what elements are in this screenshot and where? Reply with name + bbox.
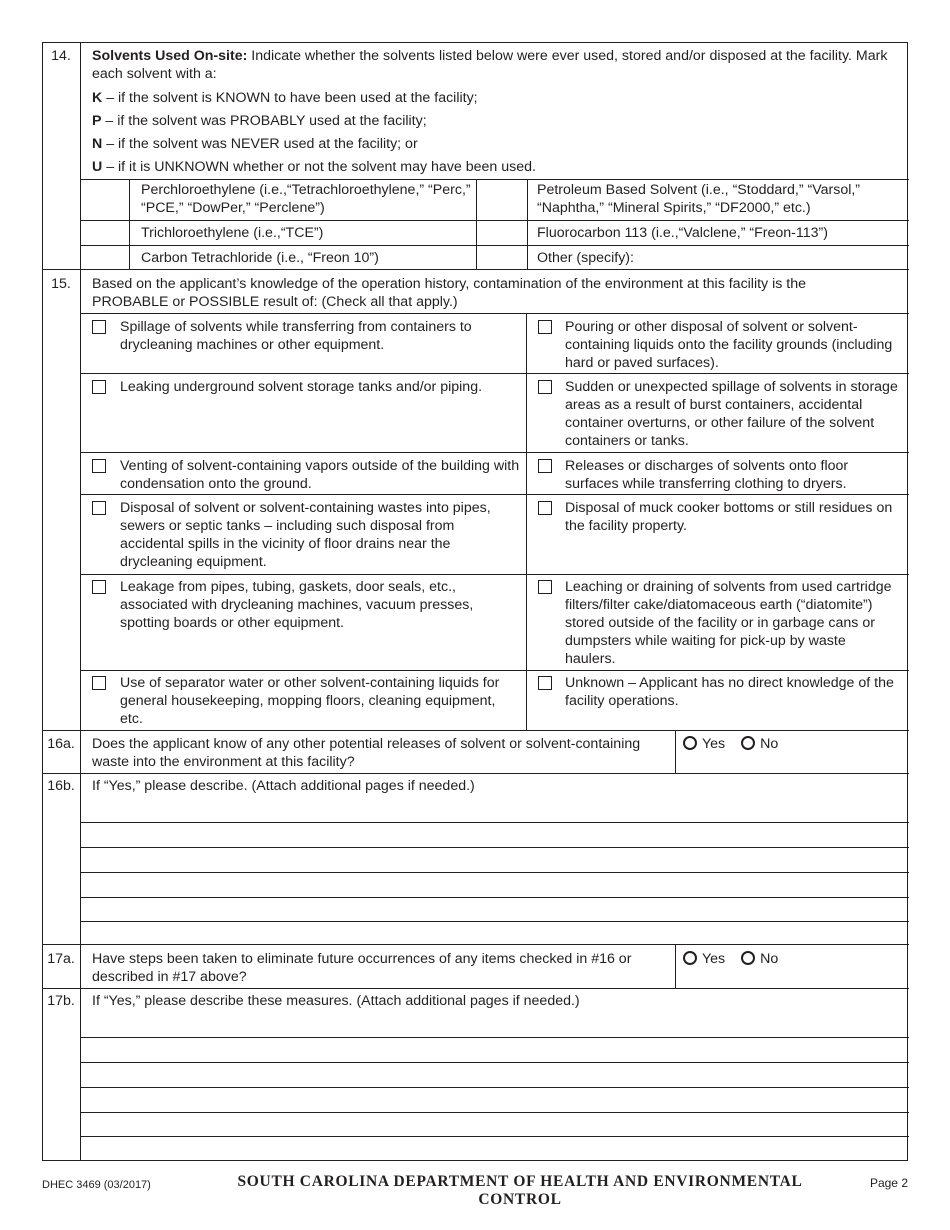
solvent-perchloroethylene: Perchloroethylene (i.e.,“Tetrachloroethylene,” “Perc,” “PCE,” “DowPer,” “Perclene”) xyxy=(141,182,471,216)
q16a-number: 16a. xyxy=(47,736,75,752)
pouring-disposal-label: Pouring or other disposal of solvent or solvent-containing liquids onto the facility grounds (including hard or paved surfaces). xyxy=(565,319,893,371)
solvent-mark-input-carbon-tet[interactable] xyxy=(80,245,129,269)
venting-vapors-checkbox[interactable] xyxy=(92,459,106,473)
q14-code-p: P – if the solvent was PROBABLY used at the facility; xyxy=(92,113,427,129)
q16a-yes-option[interactable]: Yes xyxy=(683,735,725,753)
solvent-mark-input-petroleum[interactable] xyxy=(477,179,527,220)
q16b-number: 16b. xyxy=(47,778,75,794)
page-number: Page 2 xyxy=(869,1176,908,1190)
solvent-mark-input-tce[interactable] xyxy=(80,220,129,245)
leaching-filters-checkbox[interactable] xyxy=(538,580,552,594)
q14-code-k: K – if the solvent is KNOWN to have been used at the facility; xyxy=(92,90,478,106)
solvent-mark-input-fluorocarbon[interactable] xyxy=(477,220,527,245)
solvent-fluorocarbon-113: Fluorocarbon 113 (i.e.,“Valclene,” “Freon-113”) xyxy=(537,225,828,241)
disposal-pipes-checkbox[interactable] xyxy=(92,501,106,515)
q16a-options xyxy=(683,735,790,753)
agency-name: SOUTH CAROLINA DEPARTMENT OF HEALTH AND ENVIRONMENTAL CONTROL xyxy=(237,1173,803,1208)
q17a-question: Have steps been taken to eliminate future occurrences of any items checked in #16 or described in #17 above? xyxy=(92,951,632,985)
q16a-question: Does the applicant know of any other potential releases of solvent or solvent-containing waste into the environment at this facility? xyxy=(92,736,641,770)
solvent-trichloroethylene: Trichloroethylene (i.e.,“TCE”) xyxy=(141,225,324,241)
floor-discharge-checkbox[interactable] xyxy=(538,459,552,473)
q15-number: 15. xyxy=(51,276,71,292)
solvent-mark-input-perc[interactable] xyxy=(80,179,129,220)
solvent-petroleum-based: Petroleum Based Solvent (i.e., “Stoddard,” “Varsol,” “Naphtha,” “Mineral Spirits,” “DF2000,” etc.) xyxy=(537,182,861,216)
q17a-number: 17a. xyxy=(47,951,75,967)
leaking-tanks-label: Leaking underground solvent storage tanks and/or piping. xyxy=(120,379,483,395)
q17a-no-radio[interactable] xyxy=(741,951,755,965)
q17a-yes-radio[interactable] xyxy=(683,951,697,965)
q17b-prompt: If “Yes,” please describe these measures. (Attach additional pages if needed.) xyxy=(92,993,580,1009)
unknown-operations-label: Unknown – Applicant has no direct knowledge of the facility operations. xyxy=(565,675,894,709)
q14-heading: Solvents Used On-site: xyxy=(92,48,248,64)
pouring-disposal-checkbox[interactable] xyxy=(538,320,552,334)
q17a-yes-option[interactable]: Yes xyxy=(683,950,725,968)
q14-number: 14. xyxy=(51,48,71,64)
separator-water-checkbox[interactable] xyxy=(92,676,106,690)
venting-vapors-label: Venting of solvent-containing vapors outside of the building with condensation onto the ground. xyxy=(120,458,520,492)
q16a-no-radio[interactable] xyxy=(741,736,755,750)
disposal-pipes-label: Disposal of solvent or solvent-containing wastes into pipes, sewers or septic tanks – including such disposal from accidental spills in the vicinity of floor drains near the drycleaning equipment. xyxy=(120,500,491,570)
solvent-other-specify: Other (specify): xyxy=(537,250,634,266)
form-id: DHEC 3469 (03/2017) xyxy=(42,1179,151,1191)
q14-intro-text: Indicate whether the solvents listed below were ever used, stored and/or disposed at the facility. Mark each solvent with a: xyxy=(92,48,888,82)
muck-cooker-label: Disposal of muck cooker bottoms or still residues on the facility property. xyxy=(565,500,893,534)
q14-intro xyxy=(92,47,897,83)
q16a-no-option[interactable]: No xyxy=(741,735,778,753)
q14-code-u: U – if it is UNKNOWN whether or not the solvent may have been used. xyxy=(92,159,536,175)
leakage-equipment-label: Leakage from pipes, tubing, gaskets, door seals, etc., associated with drycleaning machines, vacuum presses, spotting boards or other equipment. xyxy=(120,579,474,631)
leakage-equipment-checkbox[interactable] xyxy=(92,580,106,594)
q16a-yes-radio[interactable] xyxy=(683,736,697,750)
q15-intro: Based on the applicant’s knowledge of the operation history, contamination of the environment at this facility is the PROBABLE or POSSIBLE result of: (Check all that apply.) xyxy=(92,276,807,310)
form-page xyxy=(42,42,908,1161)
leaking-tanks-checkbox[interactable] xyxy=(92,380,106,394)
muck-cooker-checkbox[interactable] xyxy=(538,501,552,515)
spillage-transfer-checkbox[interactable] xyxy=(92,320,106,334)
floor-discharge-label: Releases or discharges of solvents onto floor surfaces while transferring clothing to dryers. xyxy=(565,458,849,492)
q17b-number: 17b. xyxy=(47,993,75,1009)
leaching-filters-label: Leaching or draining of solvents from used cartridge filters/filter cake/diatomaceous earth (“diatomite”) stored outside of the facility or in garbage cans or dumpsters while waiting for pick-up by waste haulers. xyxy=(565,579,892,667)
sudden-spillage-checkbox[interactable] xyxy=(538,380,552,394)
separator-water-label: Use of separator water or other solvent-containing liquids for general housekeeping, mopping floors, cleaning equipment, etc. xyxy=(120,675,500,727)
other-solvent-input[interactable] xyxy=(643,247,905,267)
spillage-transfer-label: Spillage of solvents while transferring from containers to drycleaning machines or other equipment. xyxy=(120,319,472,353)
sudden-spillage-label: Sudden or unexpected spillage of solvents in storage areas as a result of burst containers, accidental container overturns, or other failure of the solvent containers or tanks. xyxy=(565,379,898,449)
q17a-no-option[interactable]: No xyxy=(741,950,778,968)
unknown-operations-checkbox[interactable] xyxy=(538,676,552,690)
q16b-prompt: If “Yes,” please describe. (Attach additional pages if needed.) xyxy=(92,778,475,794)
solvent-mark-input-other[interactable] xyxy=(477,245,527,269)
solvent-carbon-tetrachloride: Carbon Tetrachloride (i.e., “Freon 10”) xyxy=(141,250,379,266)
q14-code-n: N – if the solvent was NEVER used at the facility; or xyxy=(92,136,418,152)
q17a-options xyxy=(683,950,790,968)
